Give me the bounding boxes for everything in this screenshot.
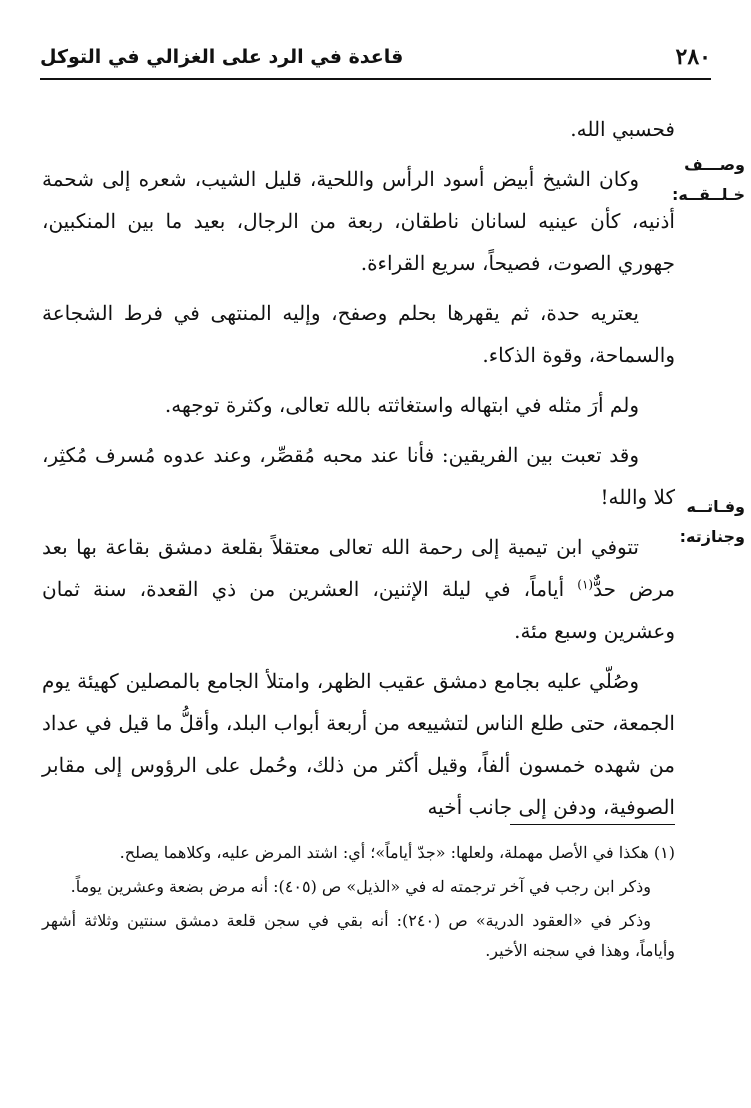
margin-note-death: وفـاتــه وجنازته: [679, 497, 745, 546]
footnote-marker: (١) [577, 577, 594, 592]
footnotes [42, 838, 675, 970]
paragraph-text: أياماً، في ليلة الإثنين، العشرين من ذي القعدة، سنة ثمان وعشرين وسبع مئة. [42, 577, 675, 643]
page-header [40, 42, 711, 80]
paragraph [42, 526, 675, 652]
paragraph: وقد تعبت بين الفريقين: فأنا عند محبه مُقصِّر، وعند عدوه مُسرف مُكثِر، كلا والله! [42, 443, 675, 509]
running-title: قاعدة في الرد على الغزالي في التوكل [40, 46, 404, 68]
footnote: وذكر في «العقود الدرية» ص (٢٤٠): أنه بقي في سجن قلعة دمشق سنتين وثلاثة أشهر وأياماً، وهذا في سجنه الأخير. [42, 911, 675, 960]
footnote: (١) هكذا في الأصل مهملة، ولعلها: «جدّ أياماً»؛ أي: اشتد المرض عليه، وكلاهما يصلح. [119, 843, 675, 862]
paragraph-text: تتوفي ابن تيمية إلى رحمة الله تعالى معتقلاً بقلعة دمشق بقاعة بها بعد مرض حدٌّ [42, 535, 675, 601]
paragraph: يعتريه حدة، ثم يقهرها بحلم وصفح، وإليه المنتهى في فرط الشجاعة والسماحة، وقوة الذكاء. [42, 301, 675, 367]
page-number: ٢٨٠ [675, 44, 711, 70]
main-text [42, 108, 675, 836]
footnote: وذكر ابن رجب في آخر ترجمته له في «الذيل» ص (٤٠٥): أنه مرض بضعة وعشرين يوماً. [70, 877, 651, 896]
paragraph: ولم أرَ مثله في ابتهاله واستغاثته بالله تعالى، وكثرة توجهه. [164, 393, 639, 417]
paragraph: وكان الشيخ أبيض أسود الرأس واللحية، قليل الشيب، شعره إلى شحمة أذنيه، كأن عينيه لسانان ناطقان، ربعة من الرجال، بعيد ما بين المنكبين، جهوري الصوت، فصيحاً، سريع القراءة. [42, 167, 675, 275]
margin-note-description: وصـــف خـلــقــه: [671, 155, 745, 204]
paragraph: وصُلّي عليه بجامع دمشق عقيب الظهر، وامتلأ الجامع بالمصلين كهيئة يوم الجمعة، حتى طلع الناس لتشييعه من أربعة أبواب البلد، وأقلُّ ما قيل في عداد من شهده خمسون ألفاً، وقيل أكثر من ذلك، وحُمل على الرؤوس إلى مقابر الصوفية، ودفن إلى جانب أخيه [42, 669, 675, 819]
paragraph: فحسبي الله. [570, 117, 675, 141]
footnote-separator [510, 824, 675, 825]
